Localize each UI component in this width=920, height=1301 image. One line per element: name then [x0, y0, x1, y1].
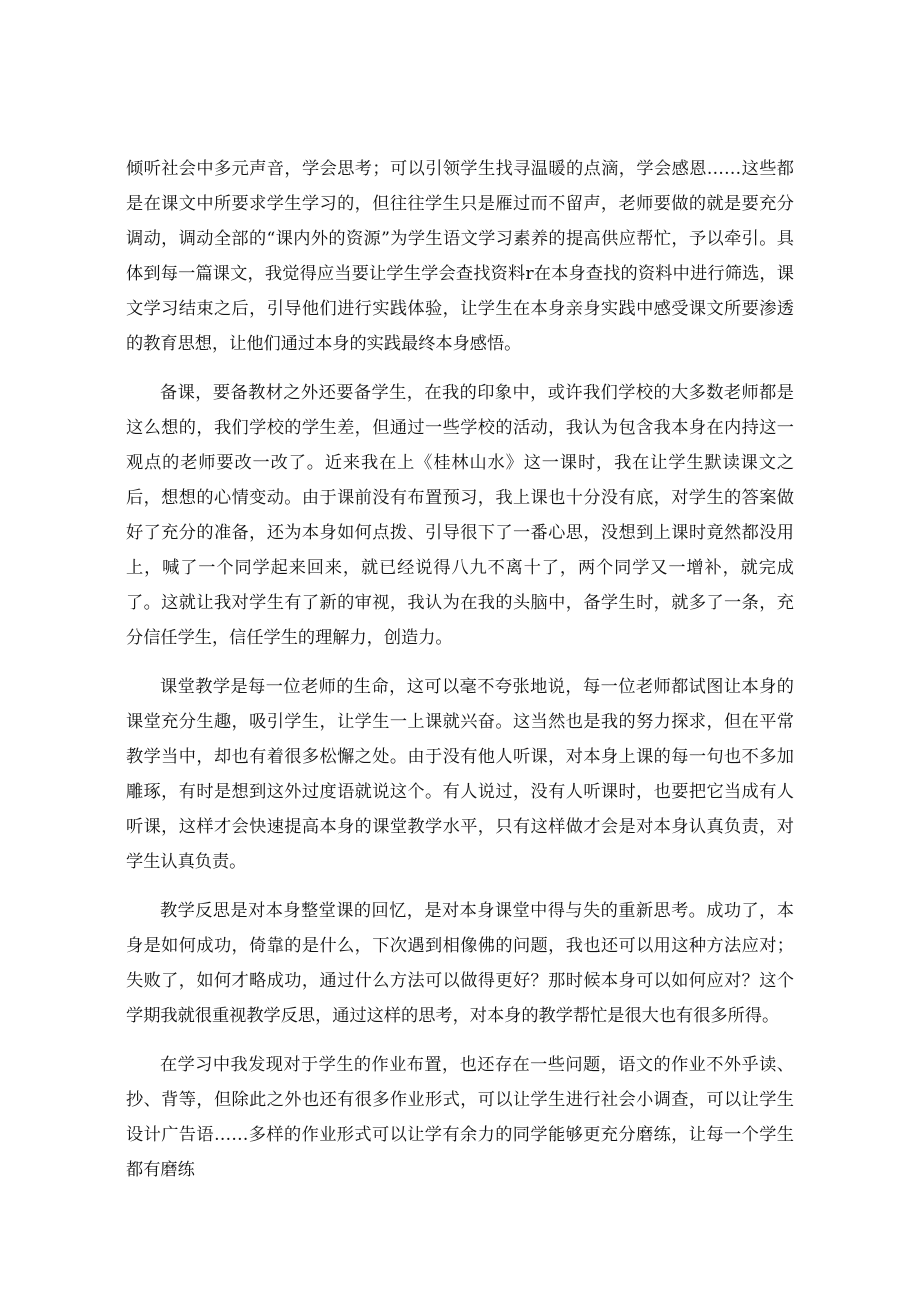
paragraph-3: 课堂教学是每一位老师的生命，这可以毫不夸张地说，每一位老师都试图让本身的课堂充分生趣，吸引学生，让学生一上课就兴奋。这当然也是我的努力探求，但在平常教学当中，却也有着很多松懈之处。由于没有他人听课，对本身上课的每一句也不多加雕琢，有时是想到这外过度语就说这个。有人说过，没有人听课时，也要把它当成有人听课，这样才会快速提高本身的课堂教学水平，只有这样做才会是对本身认真负责，对学生认真负责。 — [126, 677, 794, 872]
paragraph-5: 在学习中我发现对于学生的作业布置，也还存在一些问题，语文的作业不外乎读、抄、背等，但除此之外也还有很多作业形式，可以让学生进行社会小调查，可以让学生设计广告语……多样的作业形式可以让学有余力的同学能够更充分磨练，让每一个学生都有磨练 — [126, 1055, 794, 1180]
paragraph-4: 教学反思是对本身整堂课的回忆，是对本身课堂中得与失的重新思考。成功了，本身是如何成功，倚靠的是什么，下次遇到相像佛的问题，我也还可以用这种方法应对；失败了，如何才略成功，通过什么方法可以做得更好？那时候本身可以如何应对？这个学期我就很重视教学反思，通过这样的思考，对本身的教学帮忙是很大也有很多所得。 — [126, 901, 794, 1026]
paragraph-1: 倾听社会中多元声音，学会思考；可以引领学生找寻温暖的点滴，学会感恩……这些都是在课文中所要求学生学习的，但往往学生只是雁过而不留声，老师要做的就是要充分调动，调动全部的“课内外的资源”为学生语文学习素养的提高供应帮忙，予以牵引。具体到每一篇课文，我觉得应当要让学生学会查找资料r在本身查找的资料中进行筛选，课文学习结束之后，引导他们进行实践体验，让学生在本身亲身实践中感受课文所要渗透的教育思想，让他们通过本身的实践最终本身感悟。 — [126, 159, 794, 354]
paragraph-2: 备课，要备教材之外还要备学生，在我的印象中，或许我们学校的大多数老师都是这么想的，我们学校的学生差，但通过一些学校的活动，我认为包含我本身在内持这一观点的老师要改一改了。近来我在上《桂林山水》这一课时，我在让学生默读课文之后，想想的心情变动。由于课前没有布置预习，我上课也十分没有底，对学生的答案做好了充分的准备，还为本身如何点拨、引导很下了一番心思，没想到上课时竟然都没用上，喊了一个同学起来回来，就已经说得八九不离十了，两个同学又一增补，就完成了。这就让我对学生有了新的审视，我认为在我的头脑中，备学生时，就多了一条，充分信任学生，信任学生的理解力，创造力。 — [126, 383, 794, 648]
document-body — [126, 152, 794, 1202]
